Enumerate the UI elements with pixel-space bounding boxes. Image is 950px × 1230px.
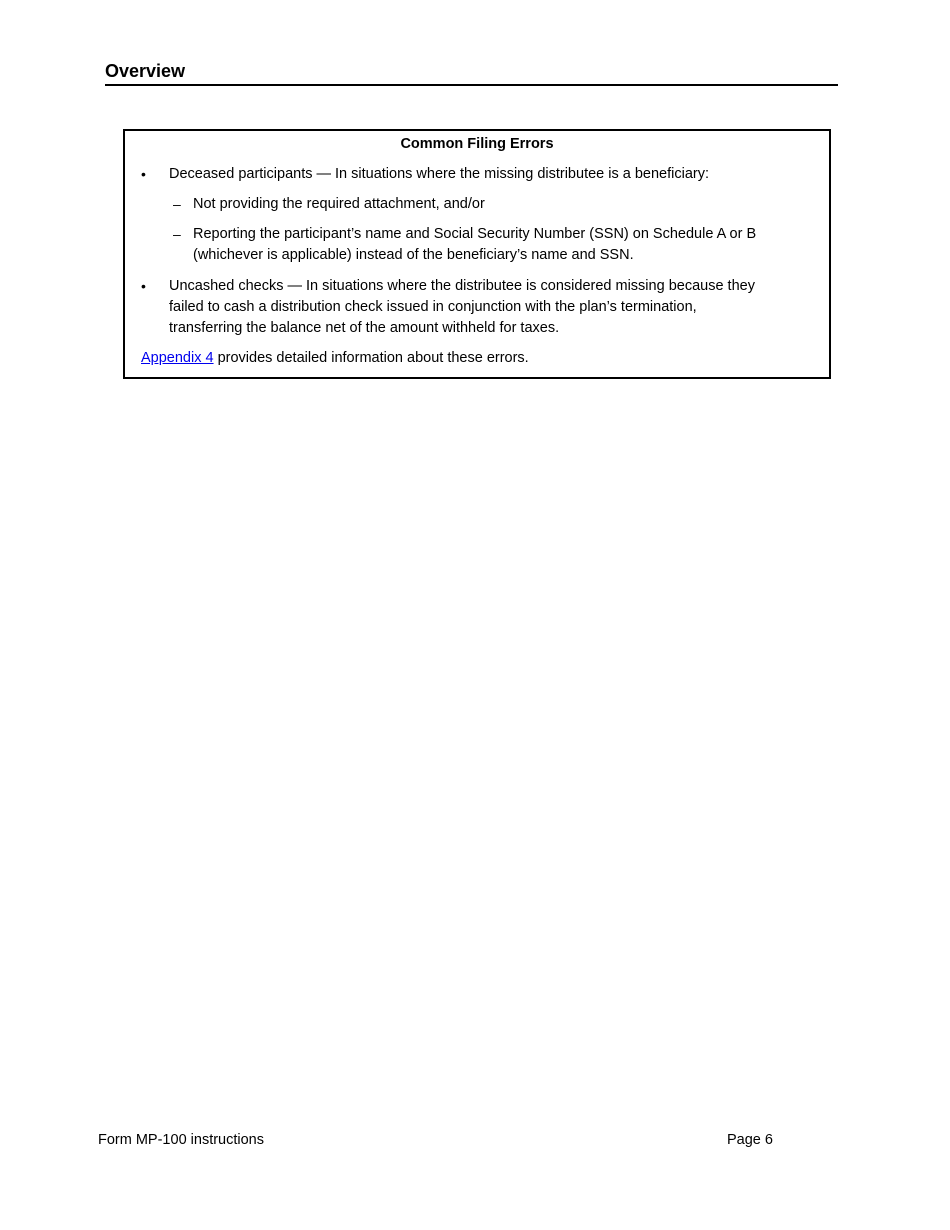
- dash-marker: –: [173, 226, 181, 242]
- subitem-reporting-line-2: (whichever is applicable) instead of the beneficiary’s name and SSN.: [193, 247, 634, 263]
- footer-page-number: Page 6: [727, 1132, 773, 1148]
- subitem-reporting-line-1: Reporting the participant’s name and Social Security Number (SSN) on Schedule A or B: [193, 226, 757, 242]
- subitem-required-attachment: Not providing the required attachment, and/or: [193, 196, 485, 212]
- bullet-uncashed-checks-line-3: transferring the balance net of the amount withheld for taxes.: [169, 320, 560, 336]
- closing-line: [141, 348, 529, 369]
- bullet-marker: •: [141, 166, 146, 182]
- section-title: Overview: [105, 61, 186, 81]
- box-title: Common Filing Errors: [400, 136, 554, 152]
- dash-marker: –: [173, 196, 181, 212]
- closing-text: provides detailed information about these errors.: [213, 350, 529, 366]
- appendix-4-link[interactable]: Appendix 4: [141, 350, 214, 366]
- bullet-uncashed-checks-line-1: Uncashed checks — In situations where the distributee is considered missing because they: [169, 278, 755, 294]
- section-header: [105, 60, 838, 86]
- common-filing-errors-box: [123, 129, 831, 379]
- bullet-deceased-participants: Deceased participants — In situations where the missing distributee is a beneficiary:: [169, 166, 709, 182]
- footer-form-name: Form MP-100 instructions: [98, 1132, 264, 1148]
- bullet-marker: •: [141, 278, 146, 294]
- bullet-uncashed-checks-line-2: failed to cash a distribution check issued in conjunction with the plan’s termination,: [169, 299, 697, 315]
